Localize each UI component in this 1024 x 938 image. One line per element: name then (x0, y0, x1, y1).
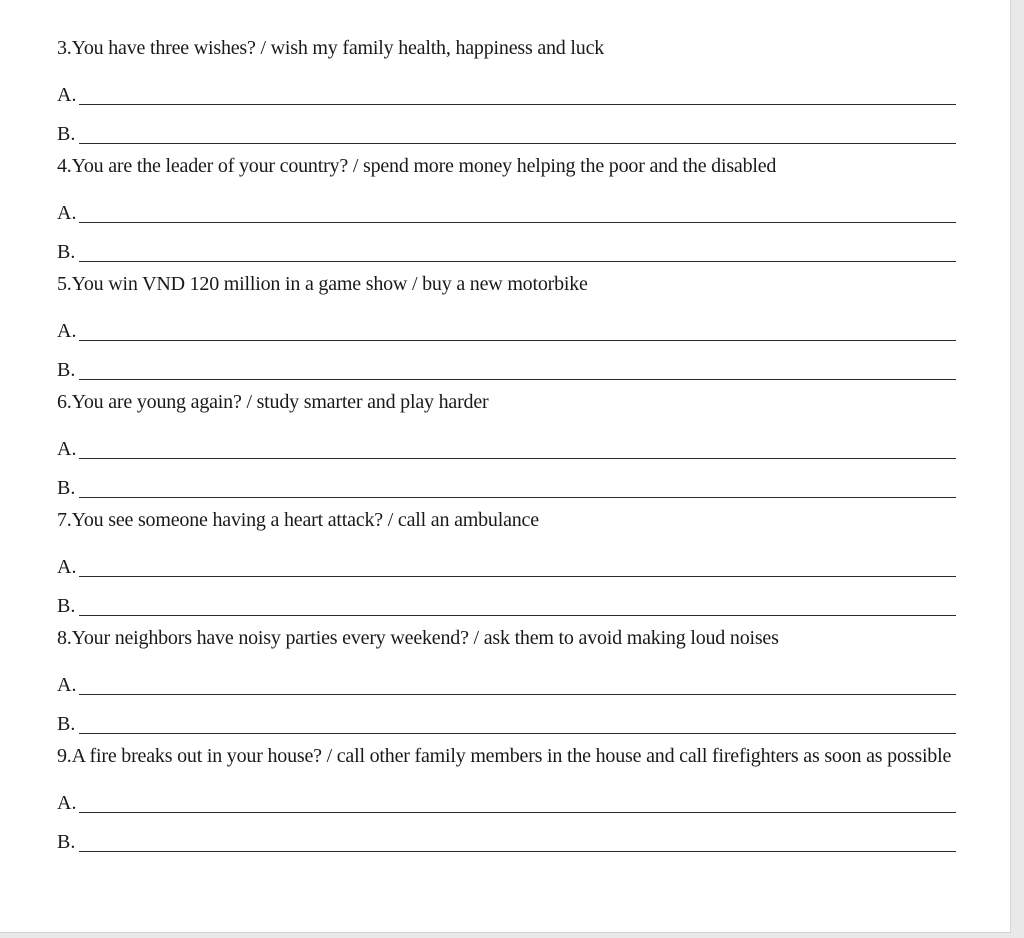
answer-row-b (57, 462, 962, 501)
question-prompt: 6.You are young again? / study smarter and play harder (57, 391, 489, 413)
answer-blank-line[interactable] (79, 319, 956, 341)
exercise-list (57, 29, 962, 855)
question-9 (57, 737, 962, 855)
answer-label: B. (57, 595, 76, 617)
answer-row-a (57, 186, 962, 226)
answer-blank-line[interactable] (79, 122, 956, 144)
answer-label: B. (57, 831, 76, 853)
answer-row-a (57, 422, 962, 462)
answer-label: B. (57, 477, 76, 499)
answer-row-a (57, 658, 962, 698)
answer-label: A. (57, 84, 77, 106)
question-prompt: 8.Your neighbors have noisy parties every weekend? / ask them to avoid making loud noises (57, 627, 779, 649)
answer-blank-line[interactable] (79, 791, 956, 813)
answer-row-b (57, 344, 962, 383)
answer-label: A. (57, 556, 77, 578)
answer-row-a (57, 68, 962, 108)
question-prompt: 3.You have three wishes? / wish my family health, happiness and luck (57, 37, 605, 59)
answer-label: B. (57, 241, 76, 263)
answer-blank-line[interactable] (79, 673, 956, 695)
answer-blank-line[interactable] (79, 712, 956, 734)
answer-row-a (57, 540, 962, 580)
answer-blank-line[interactable] (79, 594, 956, 616)
question-8 (57, 619, 962, 737)
question-5 (57, 265, 962, 383)
answer-label: A. (57, 320, 77, 342)
answer-label: A. (57, 792, 77, 814)
question-3 (57, 29, 962, 147)
answer-label: A. (57, 674, 77, 696)
answer-row-b (57, 580, 962, 619)
answer-blank-line[interactable] (79, 476, 956, 498)
answer-blank-line[interactable] (79, 358, 956, 380)
answer-row-b (57, 816, 962, 855)
question-prompt: 7.You see someone having a heart attack? / call an ambulance (57, 509, 539, 531)
answer-label: A. (57, 438, 77, 460)
answer-row-a (57, 304, 962, 344)
answer-blank-line[interactable] (79, 437, 956, 459)
answer-blank-line[interactable] (79, 240, 956, 262)
answer-blank-line[interactable] (79, 83, 956, 105)
answer-row-b (57, 226, 962, 265)
question-4 (57, 147, 962, 265)
question-7 (57, 501, 962, 619)
question-prompt: 9.A fire breaks out in your house? / call other family members in the house and call firefighters as soon as possible (57, 745, 952, 767)
answer-blank-line[interactable] (79, 201, 956, 223)
answer-label: B. (57, 713, 76, 735)
answer-row-b (57, 698, 962, 737)
answer-row-b (57, 108, 962, 147)
answer-label: B. (57, 359, 76, 381)
answer-blank-line[interactable] (79, 555, 956, 577)
answer-label: A. (57, 202, 77, 224)
question-prompt: 4.You are the leader of your country? / spend more money helping the poor and the disabled (57, 155, 777, 177)
question-prompt: 5.You win VND 120 million in a game show / buy a new motorbike (57, 273, 588, 295)
answer-row-a (57, 776, 962, 816)
question-6 (57, 383, 962, 501)
answer-label: B. (57, 123, 76, 145)
answer-blank-line[interactable] (79, 830, 956, 852)
